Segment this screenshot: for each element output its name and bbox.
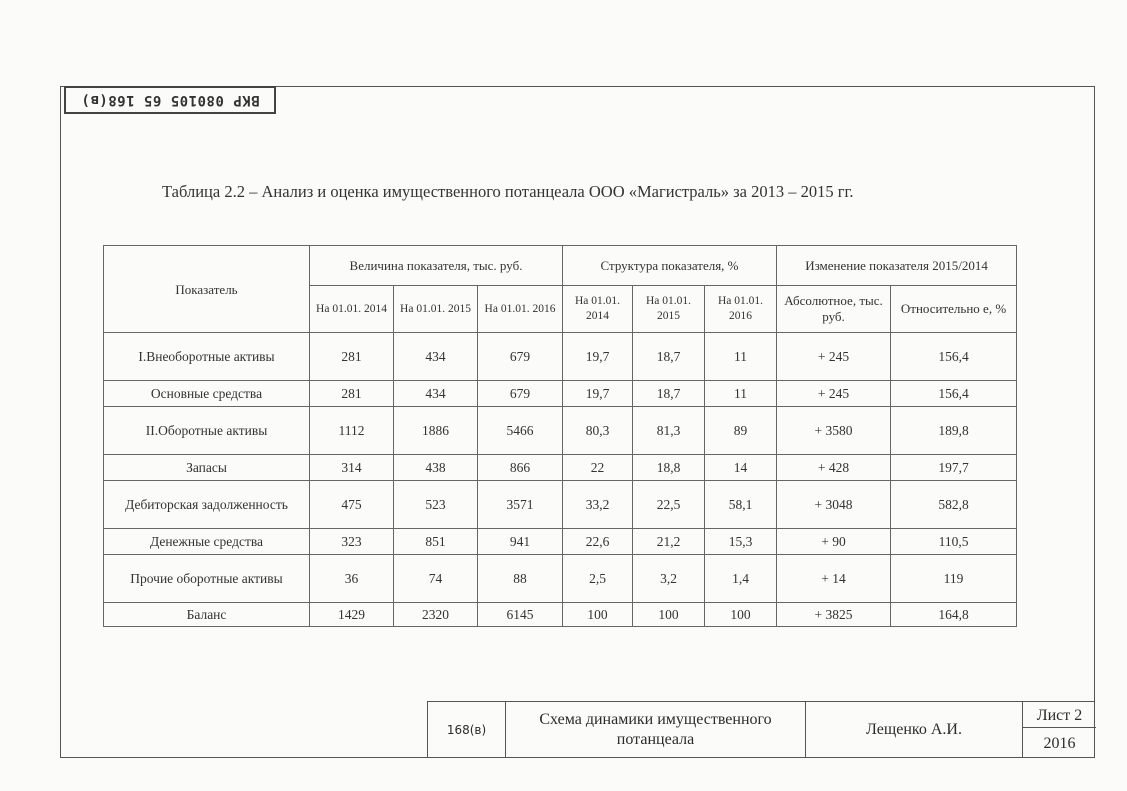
table-header <box>104 246 1017 333</box>
table-cell: 523 <box>394 481 478 529</box>
table-cell: 11 <box>705 381 777 407</box>
row-label: Денежные средства <box>104 529 310 555</box>
table-cell: 281 <box>310 333 394 381</box>
table-cell: 281 <box>310 381 394 407</box>
title-block-sheet: Лист 2 <box>1023 702 1096 728</box>
table-cell: 582,8 <box>891 481 1017 529</box>
table-cell: 3,2 <box>633 555 705 603</box>
table-cell: 119 <box>891 555 1017 603</box>
header-indicator: Показатель <box>104 246 310 333</box>
table-cell: 5466 <box>478 407 563 455</box>
table-row <box>104 455 1017 481</box>
table-body <box>104 333 1017 627</box>
table-cell: 14 <box>705 455 777 481</box>
table-cell: 21,2 <box>633 529 705 555</box>
table-row <box>104 381 1017 407</box>
table-cell: 679 <box>478 381 563 407</box>
table-cell: 15,3 <box>705 529 777 555</box>
table-cell: 1429 <box>310 603 394 627</box>
table-cell: + 3825 <box>777 603 891 627</box>
table-cell: 434 <box>394 381 478 407</box>
table-cell: 164,8 <box>891 603 1017 627</box>
title-block-author: Лещенко А.И. <box>806 702 1023 758</box>
table-cell: 941 <box>478 529 563 555</box>
title-block-title: Схема динамики имущественного потанцеала <box>506 702 806 758</box>
analysis-table <box>103 245 1017 627</box>
row-label: Запасы <box>104 455 310 481</box>
table-cell: + 3048 <box>777 481 891 529</box>
table-cell: 22,6 <box>563 529 633 555</box>
table-cell: 80,3 <box>563 407 633 455</box>
table-cell: 100 <box>563 603 633 627</box>
table-cell: 434 <box>394 333 478 381</box>
table-cell: 18,7 <box>633 333 705 381</box>
table-cell: 323 <box>310 529 394 555</box>
table-cell: 88 <box>478 555 563 603</box>
table-row <box>104 555 1017 603</box>
table-caption: Таблица 2.2 – Анализ и оценка имущественного потанцеала ООО «Магистраль» за 2013 – 2015 гг. <box>162 182 854 201</box>
header-group-change: Изменение показателя 2015/2014 <box>777 246 1017 286</box>
table-cell: 36 <box>310 555 394 603</box>
row-label: Баланс <box>104 603 310 627</box>
header-value-2016: На 01.01. 2016 <box>478 286 563 333</box>
table-cell: 22 <box>563 455 633 481</box>
table-cell: 866 <box>478 455 563 481</box>
title-block <box>427 701 1095 758</box>
table-cell: 679 <box>478 333 563 381</box>
table-cell: 189,8 <box>891 407 1017 455</box>
table-cell: 11 <box>705 333 777 381</box>
table-cell: + 14 <box>777 555 891 603</box>
table-cell: 314 <box>310 455 394 481</box>
table-cell: + 3580 <box>777 407 891 455</box>
table-cell: 2,5 <box>563 555 633 603</box>
table-cell: + 245 <box>777 381 891 407</box>
document-stamp <box>64 86 276 114</box>
header-value-2015: На 01.01. 2015 <box>394 286 478 333</box>
table-cell: 22,5 <box>633 481 705 529</box>
header-structure-2014: На 01.01. 2014 <box>563 286 633 333</box>
header-structure-2016: На 01.01. 2016 <box>705 286 777 333</box>
table-cell: 58,1 <box>705 481 777 529</box>
row-label: Дебиторская задолженность <box>104 481 310 529</box>
title-block-year: 2016 <box>1043 734 1076 752</box>
row-label: I.Внеоборотные активы <box>104 333 310 381</box>
table-cell: 18,7 <box>633 381 705 407</box>
table-cell: 1,4 <box>705 555 777 603</box>
table-cell: 6145 <box>478 603 563 627</box>
table-cell: 89 <box>705 407 777 455</box>
table-row <box>104 481 1017 529</box>
stamp-text: ВКР 080105 65 168(в) <box>80 92 260 108</box>
table-cell: 851 <box>394 529 478 555</box>
table-row <box>104 333 1017 381</box>
table-row <box>104 529 1017 555</box>
row-label: II.Оборотные активы <box>104 407 310 455</box>
header-group-structure: Структура показателя, % <box>563 246 777 286</box>
table-cell: 18,8 <box>633 455 705 481</box>
table-cell: 156,4 <box>891 333 1017 381</box>
table-cell: 475 <box>310 481 394 529</box>
table-cell: 33,2 <box>563 481 633 529</box>
row-label: Основные средства <box>104 381 310 407</box>
table-row <box>104 407 1017 455</box>
table-cell: 3571 <box>478 481 563 529</box>
table-cell: 19,7 <box>563 381 633 407</box>
table-cell: 156,4 <box>891 381 1017 407</box>
table-cell: 100 <box>705 603 777 627</box>
table-cell: + 428 <box>777 455 891 481</box>
table-cell: 100 <box>633 603 705 627</box>
header-structure-2015: На 01.01. 2015 <box>633 286 705 333</box>
table-cell: 438 <box>394 455 478 481</box>
table-cell: 1886 <box>394 407 478 455</box>
table-cell: 197,7 <box>891 455 1017 481</box>
table-cell: 74 <box>394 555 478 603</box>
table-cell: 19,7 <box>563 333 633 381</box>
table-cell: + 245 <box>777 333 891 381</box>
row-label: Прочие оборотные активы <box>104 555 310 603</box>
header-change-relative: Относительно е, % <box>891 286 1017 333</box>
table-cell: 81,3 <box>633 407 705 455</box>
header-group-value: Величина показателя, тыс. руб. <box>310 246 563 286</box>
title-block-code: 168(в) <box>428 702 506 758</box>
table-cell: 1112 <box>310 407 394 455</box>
table-cell: + 90 <box>777 529 891 555</box>
table-row <box>104 603 1017 627</box>
table-cell: 2320 <box>394 603 478 627</box>
header-value-2014: На 01.01. 2014 <box>310 286 394 333</box>
table-cell: 110,5 <box>891 529 1017 555</box>
header-change-absolute: Абсолютное, тыс. руб. <box>777 286 891 333</box>
